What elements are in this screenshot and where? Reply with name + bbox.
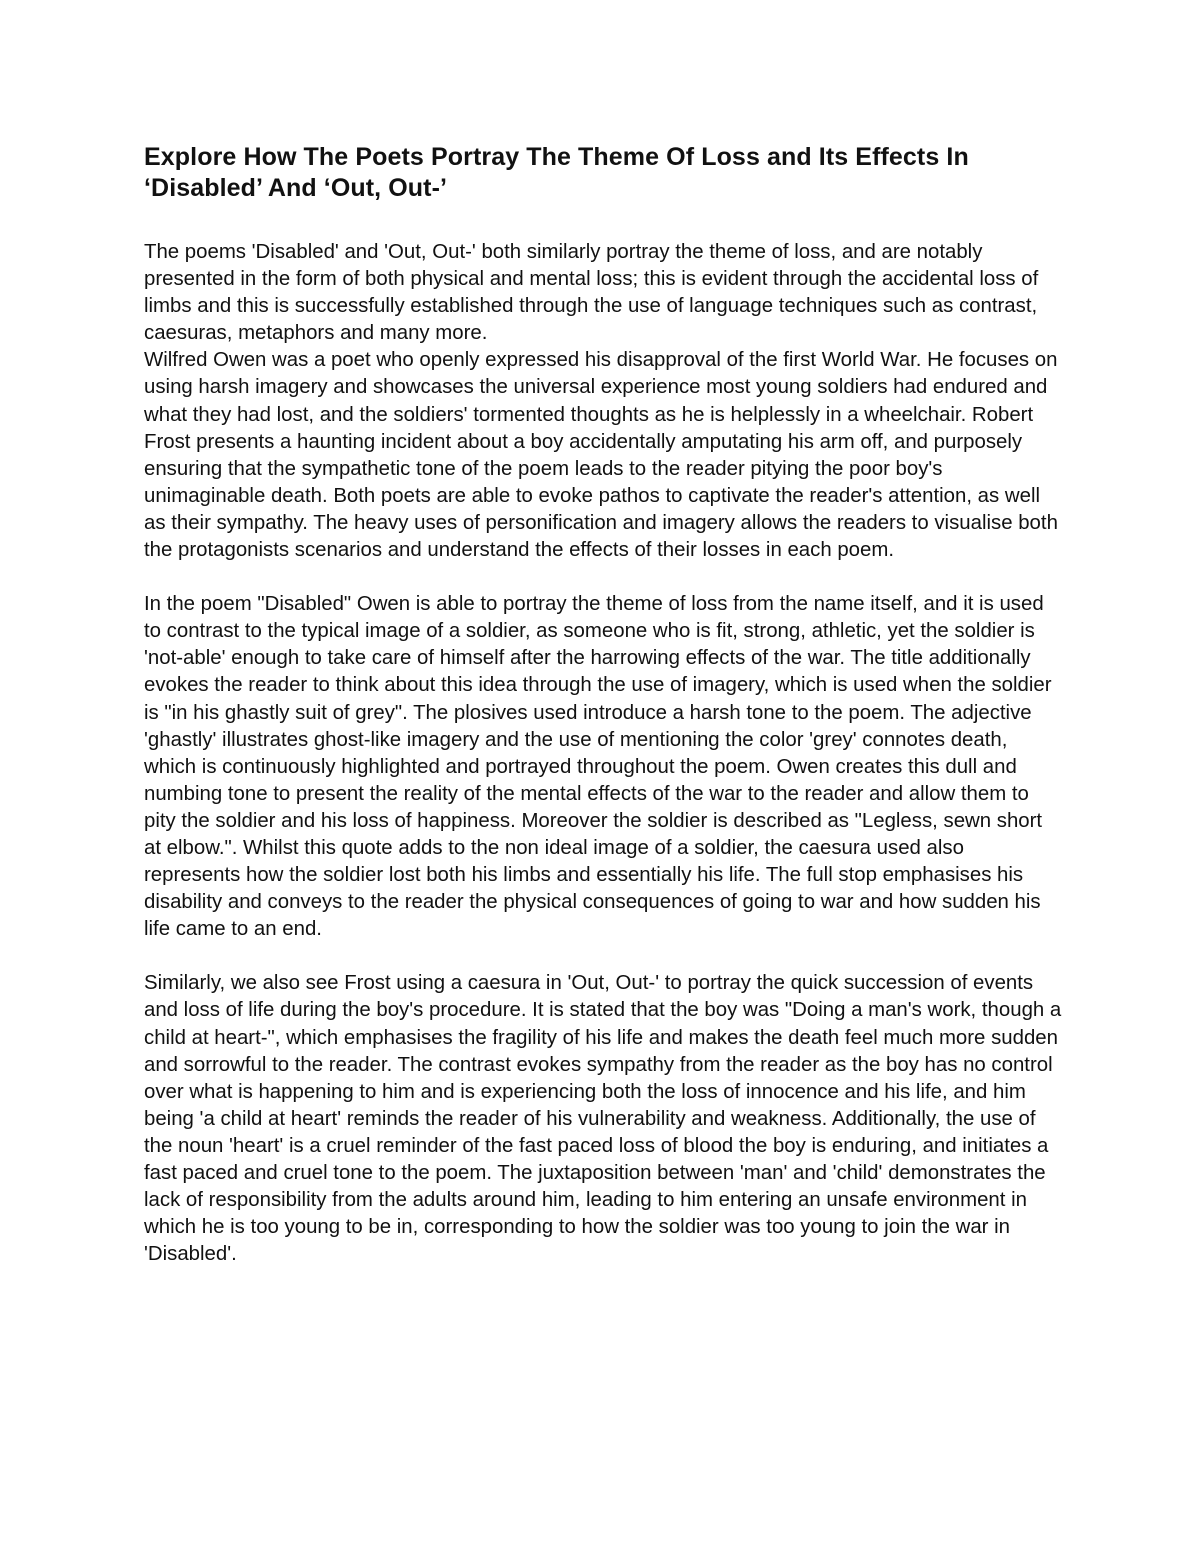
paragraph-introduction: The poems 'Disabled' and 'Out, Out-' both similarly portray the theme of loss, and are notably presented in the form of both physical and mental loss; this is evident through the accidental loss of limbs and this is successfully established through the use of language techniques such as contrast, caesuras, metaphors and many more. Wilfred Owen was a poet who openly expressed his disapproval of the first World War. He focuses on using harsh imagery and showcases the universal experience most young soldiers had endured and what they had lost, and the soldiers' tormented thoughts as he is helplessly in a wheelchair. Robert Frost presents a haunting incident about a boy accidentally amputating his arm off, and purposely ensuring that the sympathetic tone of the poem leads to the reader pitying the poor boy's unimaginable death. Both poets are able to evoke pathos to captivate the reader's attention, as well as their sympathy. The heavy uses of personification and imagery allows the readers to visualise both the protagonists scenarios and understand the effects of their losses in each poem. xyxy=(144,241,1058,562)
essay-title: Explore How The Poets Portray The Theme Of Loss and Its Effects In ‘Disabled’ And ‘Out, Out-’ xyxy=(144,143,969,202)
document-body xyxy=(144,142,1064,1295)
paragraph-out-out-analysis: Similarly, we also see Frost using a caesura in 'Out, Out-' to portray the quick succession of events and loss of life during the boy's procedure. It is stated that the boy was "Doing a man's work, though a child at heart-", which emphasises the fragility of his life and makes the death feel much more sudden and sorrowful to the reader. The contrast evokes sympathy from the reader as the boy has no control over what is happening to him and is experiencing both the loss of innocence and his life, and him being 'a child at heart' reminds the reader of his vulnerability and weakness. Additionally, the use of the noun 'heart' is a cruel reminder of the fast paced loss of blood the boy is enduring, and initiates a fast paced and cruel tone to the poem. The juxtaposition between 'man' and 'child' demonstrates the lack of responsibility from the adults around him, leading to him entering an unsafe environment in which he is too young to be in, corresponding to how the soldier was too young to join the war in 'Disabled'. xyxy=(144,972,1062,1266)
paragraph-disabled-analysis: In the poem "Disabled" Owen is able to portray the theme of loss from the name itself, and it is used to contrast to the typical image of a soldier, as someone who is fit, strong, athletic, yet the soldier is 'not-able' enough to take care of himself after the harrowing effects of the war. The title additionally evokes the reader to think about this idea through the use of imagery, which is used when the soldier is "in his ghastly suit of grey". The plosives used introduce a harsh tone to the poem. The adjective 'ghastly' illustrates ghost-like imagery and the use of mentioning the color 'grey' connotes death, which is continuously highlighted and portrayed throughout the poem. Owen creates this dull and numbing tone to present the reality of the mental effects of the war to the reader and allow them to pity the soldier and his loss of happiness. Moreover the soldier is described as "Legless, sewn short at elbow.". Whilst this quote adds to the non ideal image of a soldier, the caesura used also represents how the soldier lost both his limbs and essentially his life. The full stop emphasises his disability and conveys to the reader the physical consequences of going to war and how sudden his life came to an end. xyxy=(144,593,1052,941)
